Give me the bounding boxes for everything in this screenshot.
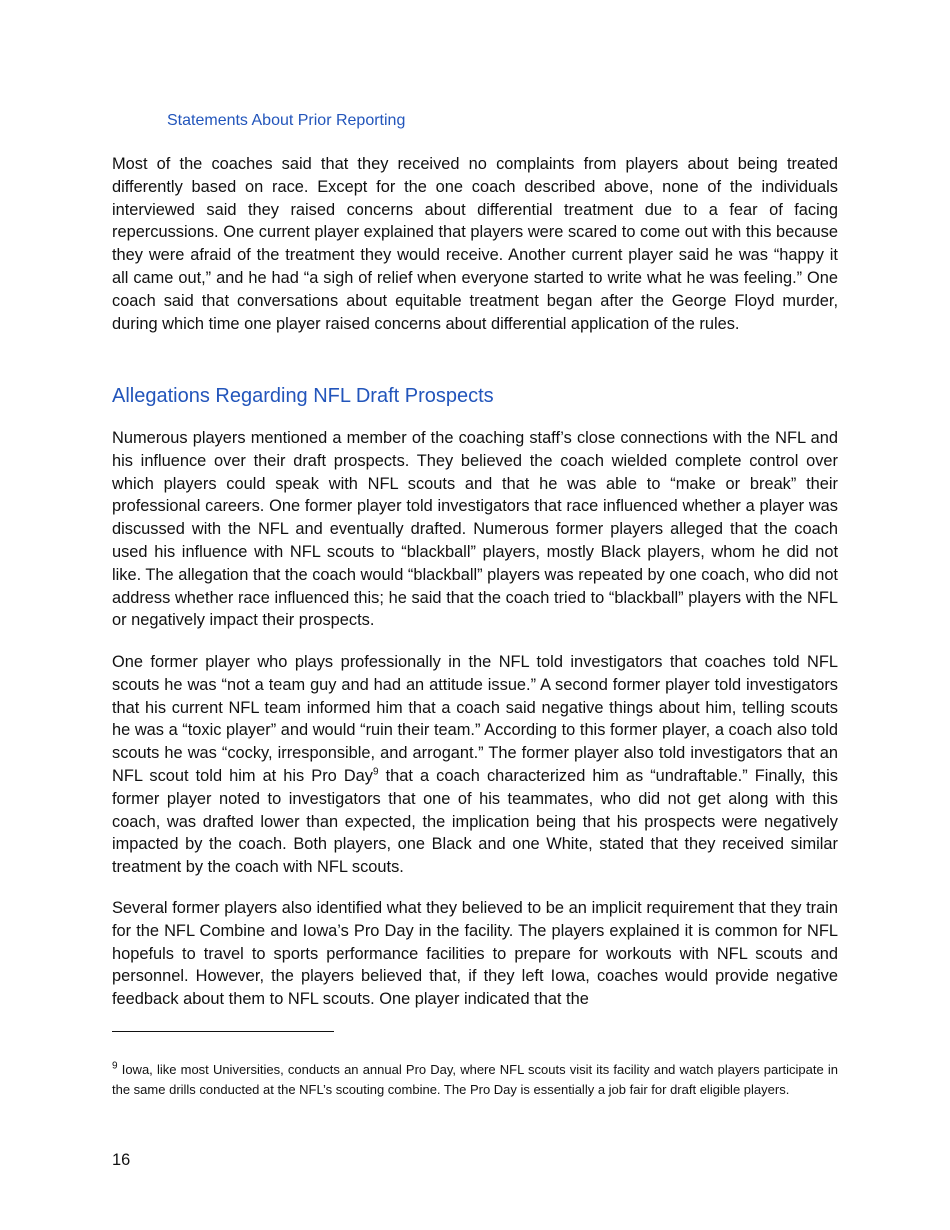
footnote-divider bbox=[112, 1031, 334, 1032]
footnote-marker: 9 bbox=[112, 1060, 118, 1072]
paragraph-draft-influence: Numerous players mentioned a member of the coaching staff’s close connections with the NFL and his influence over their draft prospects. They believed the coach wielded complete control over which players could speak with NFL scouts and that he was able to “make or break” their professional careers. One former player told investigators that race influenced whether a player was discussed with the NFL and eventually drafted. Numerous former players alleged that the coach used his influence with NFL scouts to “blackball” players, mostly Black players, whom he did not like. The allegation that the coach would “blackball” players was repeated by one coach, who did not address whether race influenced this; he said that the coach tried to “blackball” players with the NFL or negatively impact their prospects. bbox=[112, 429, 838, 630]
paragraph-former-player-accounts bbox=[112, 651, 838, 879]
section-heading: Allegations Regarding NFL Draft Prospects bbox=[112, 385, 494, 407]
paragraph-text: One former player who plays professionally in the NFL told investigators that coaches told NFL scouts he was “not a team guy and had an attitude issue.” A second former player told investigators that his current NFL team informed him that a coach said negative things about him, telling scouts he was a “toxic player” and would “ruin their team.” According to this former player, a coach also told scouts he was “cocky, irresponsible, and arrogant.” The former player also told investigators that an NFL scout told him at his Pro Day bbox=[112, 653, 838, 785]
footnote-reference[interactable]: 9 bbox=[373, 766, 379, 778]
paragraph-training-requirement: Several former players also identified what they believed to be an implicit requirement that they train for the NFL Combine and Iowa’s Pro Day in the facility. The players explained it is common for NFL hopefuls to travel to sports performance facilities to prepare for workouts with NFL scouts and personnel. However, the players believed that, if they left Iowa, coaches would provide negative feedback about them to NFL scouts. One player indicated that the bbox=[112, 899, 838, 1009]
paragraph-prior-reporting: Most of the coaches said that they received no complaints from players about being treated differently based on race. Except for the one coach described above, none of the individuals interviewed said they raised concerns about differential treatment due to a fear of facing repercussions. One current player explained that players were scared to come out with this because they were afraid of the treatment they would receive. Another current player said he was “happy it all came out,” and he had “a sigh of relief when everyone started to write what he was feeling.” One coach said that conversations about equitable treatment began after the George Floyd murder, during which time one player raised concerns about differential application of the rules. bbox=[112, 155, 838, 333]
section-subheading: Statements About Prior Reporting bbox=[167, 112, 406, 129]
page-number: 16 bbox=[112, 1151, 131, 1169]
paragraph-text: that a coach characterized him as “undraftable.” Finally, this former player noted to investigators that one of his teammates, who did not get along with this coach, was drafted lower than expected, the implication being that his prospects were negatively impacted by the coach. Both players, one Black and one White, stated that they received similar treatment by the coach with NFL scouts. bbox=[112, 766, 839, 877]
footnote bbox=[112, 1060, 838, 1099]
footnote-text: Iowa, like most Universities, conducts an annual Pro Day, where NFL scouts visit its facility and watch players participate in the same drills conducted at the NFL’s scouting combine. The Pro Day is essentially a job fair for draft eligible players. bbox=[112, 1062, 838, 1097]
